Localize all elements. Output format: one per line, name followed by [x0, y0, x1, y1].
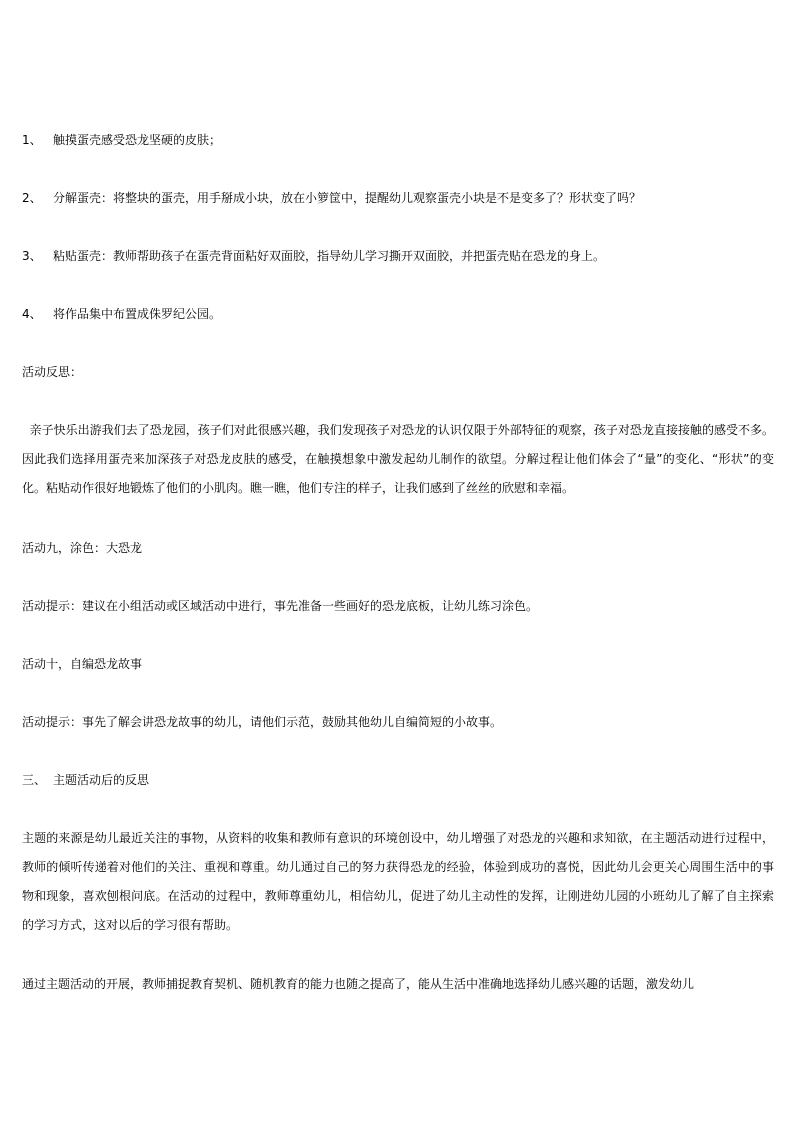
summary-paragraph-1: 主题的来源是幼儿最近关注的事物，从资料的收集和教师有意识的环境创设中，幼儿增强了对恐龙的兴趣和求知欲，在主题活动进行过程中，教师的倾听传递着对他们的关注、重视和尊重。幼儿通过自己的努力获得恐龙的经验，体验到成功的喜悦，因此幼儿会更关心周围生活中的事物和现象，喜欢刨根问底。在活动的过程中，教师尊重幼儿，相信幼儿，促进了幼儿主动性的发挥，让刚进幼儿园的小班幼儿了解了自主探索的学习方式，这对以后的学习很有帮助。 — [22, 831, 774, 932]
section-number: 三、 — [22, 773, 47, 787]
section-three-heading — [22, 773, 149, 787]
activity-ten-tip: 活动提示：事先了解会讲恐龙故事的幼儿，请他们示范，鼓励其他幼儿自编简短的小故事。 — [22, 715, 503, 729]
section-title: 主题活动后的反思 — [53, 773, 150, 787]
step-number: 2、 — [22, 191, 42, 205]
summary-paragraph-2: 通过主题活动的开展，教师捕捉教育契机、随机教育的能力也随之提高了，能从生活中准确地选择幼儿感兴趣的话题，激发幼儿 — [22, 977, 695, 991]
step-item-3 — [22, 249, 605, 263]
activity-nine-title: 活动九，涂色：大恐龙 — [22, 541, 143, 555]
step-number: 4、 — [22, 307, 42, 321]
step-number: 1、 — [22, 133, 42, 147]
step-item-4 — [22, 307, 221, 321]
activity-nine-tip: 活动提示：建议在小组活动或区域活动中进行，事先准备一些画好的恐龙底板，让幼儿练习涂色。 — [22, 599, 539, 613]
step-text: 粘贴蛋壳：教师帮助孩子在蛋壳背面粘好双面胶，指导幼儿学习撕开双面胶，并把蛋壳贴在恐龙的身上。 — [53, 249, 606, 263]
step-text: 触摸蛋壳感受恐龙坚硬的皮肤； — [53, 133, 222, 147]
reflection-heading: 活动反思： — [22, 365, 83, 379]
step-item-1 — [22, 133, 221, 147]
step-text: 分解蛋壳：将整块的蛋壳，用手掰成小块，放在小箩筐中，提醒幼儿观察蛋壳小块是不是变多了？形状变了吗？ — [53, 191, 642, 205]
step-text: 将作品集中布置成侏罗纪公园。 — [53, 307, 222, 321]
step-number: 3、 — [22, 249, 42, 263]
activity-ten-title: 活动十，自编恐龙故事 — [22, 657, 143, 671]
reflection-paragraph: 亲子快乐出游我们去了恐龙园，孩子们对此很感兴趣，我们发现孩子对恐龙的认识仅限于外部特征的观察，孩子对恐龙直接接触的感受不多。因此我们选择用蛋壳来加深孩子对恐龙皮肤的感受，在触摸想象中激发起幼儿制作的欲望。分解过程让他们体会了“量”的变化、“形状”的变化。粘贴动作很好地锻炼了他们的小肌肉。瞧一瞧，他们专注的样子，让我们感到了丝丝的欣慰和幸福。 — [22, 423, 774, 495]
step-item-2 — [22, 191, 641, 205]
